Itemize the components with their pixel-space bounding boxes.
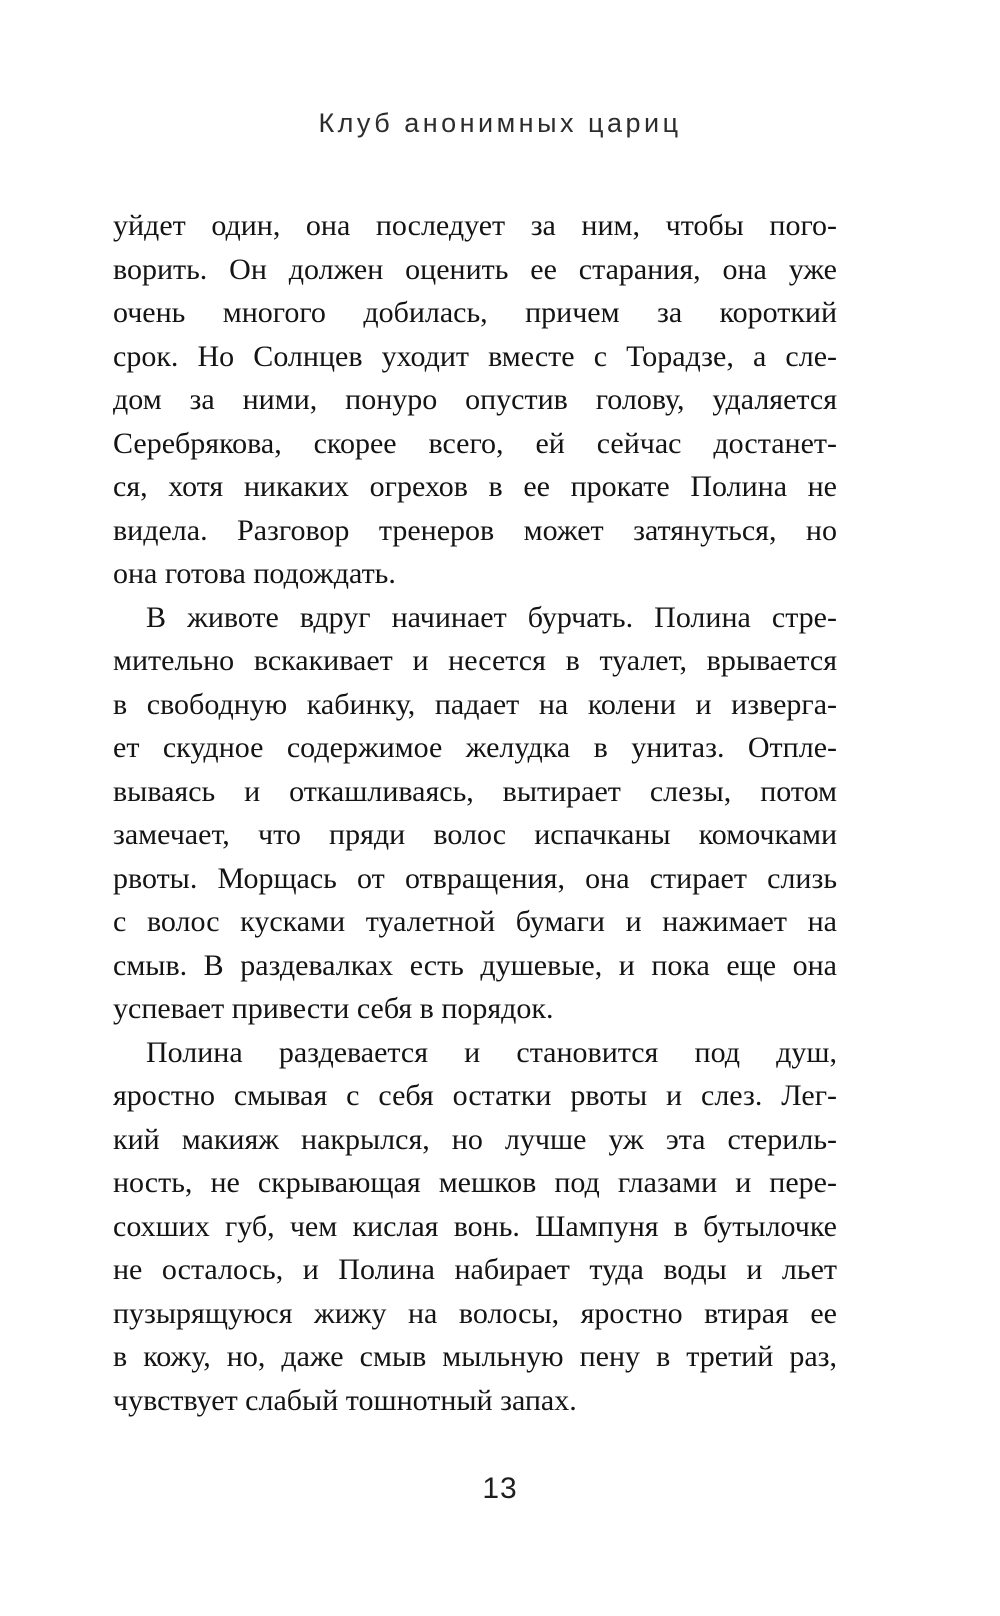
text-line: с волос кусками туалетной бумаги и нажимает на — [113, 905, 837, 938]
paragraph — [113, 1031, 837, 1423]
text-line: сохших губ, чем кислая вонь. Шампуня в бутылочке — [113, 1209, 837, 1243]
text-line: дом за ними, понуро опустив голову, удаляется — [113, 383, 837, 416]
text-line: смыв. В раздевалках есть душевые, и пока еще она — [113, 948, 837, 982]
text-line: Серебрякова, скорее всего, ей сейчас достанет- — [113, 426, 837, 460]
text-line: не осталось, и Полина набирает туда воды и льет — [113, 1253, 837, 1286]
text-line: успевает привести себя в порядок. — [113, 992, 554, 1025]
text-line: ет скудное содержимое желудка в унитаз. Отпле- — [113, 731, 837, 764]
body-text — [113, 204, 837, 1422]
text-line: В животе вдруг начинает бурчать. Полина стре- — [146, 600, 837, 634]
text-line: мительно вскакивает и несется в туалет, врывается — [113, 644, 837, 677]
text-line: ся, хотя никаких огрехов в ее прокате Полина не — [113, 470, 837, 503]
text-line: рвоты. Морщась от отвращения, она стирает слизь — [113, 861, 837, 895]
text-line: она готова подождать. — [113, 557, 396, 590]
text-line: очень многого добилась, причем за короткий — [113, 296, 837, 329]
paragraph — [113, 204, 837, 596]
text-line: яростно смывая с себя остатки рвоты и слез. Лег- — [113, 1079, 837, 1112]
paragraph — [113, 596, 837, 1031]
text-line: в свободную кабинку, падает на колени и изверга- — [113, 687, 837, 721]
text-line: Полина раздевается и становится под душ, — [146, 1035, 837, 1069]
text-line: срок. Но Солнцев уходит вместе с Торадзе, а сле- — [113, 339, 837, 373]
text-line: уйдет один, она последует за ним, чтобы пого- — [113, 209, 837, 242]
text-line: замечает, что пряди волос испачканы комочками — [113, 818, 837, 851]
text-line: ность, не скрывающая мешков под глазами и пере- — [113, 1166, 837, 1199]
text-line: ворить. Он должен оценить ее старания, она уже — [113, 252, 837, 286]
running-header: Клуб анонимных цариц — [318, 108, 682, 138]
text-line: пузырящуюся жижу на волосы, яростно втирая ее — [113, 1296, 837, 1330]
text-line: видела. Разговор тренеров может затянуться, но — [113, 513, 837, 547]
page-number: 13 — [482, 1472, 518, 1505]
text-line: чувствует слабый тошнотный запах. — [113, 1383, 577, 1417]
text-line: вываясь и откашливаясь, вытирает слезы, потом — [113, 774, 837, 808]
text-line: в кожу, но, даже смыв мыльную пену в третий раз, — [113, 1340, 837, 1373]
text-line: кий макияж накрылся, но лучше уж эта стериль- — [113, 1122, 837, 1156]
